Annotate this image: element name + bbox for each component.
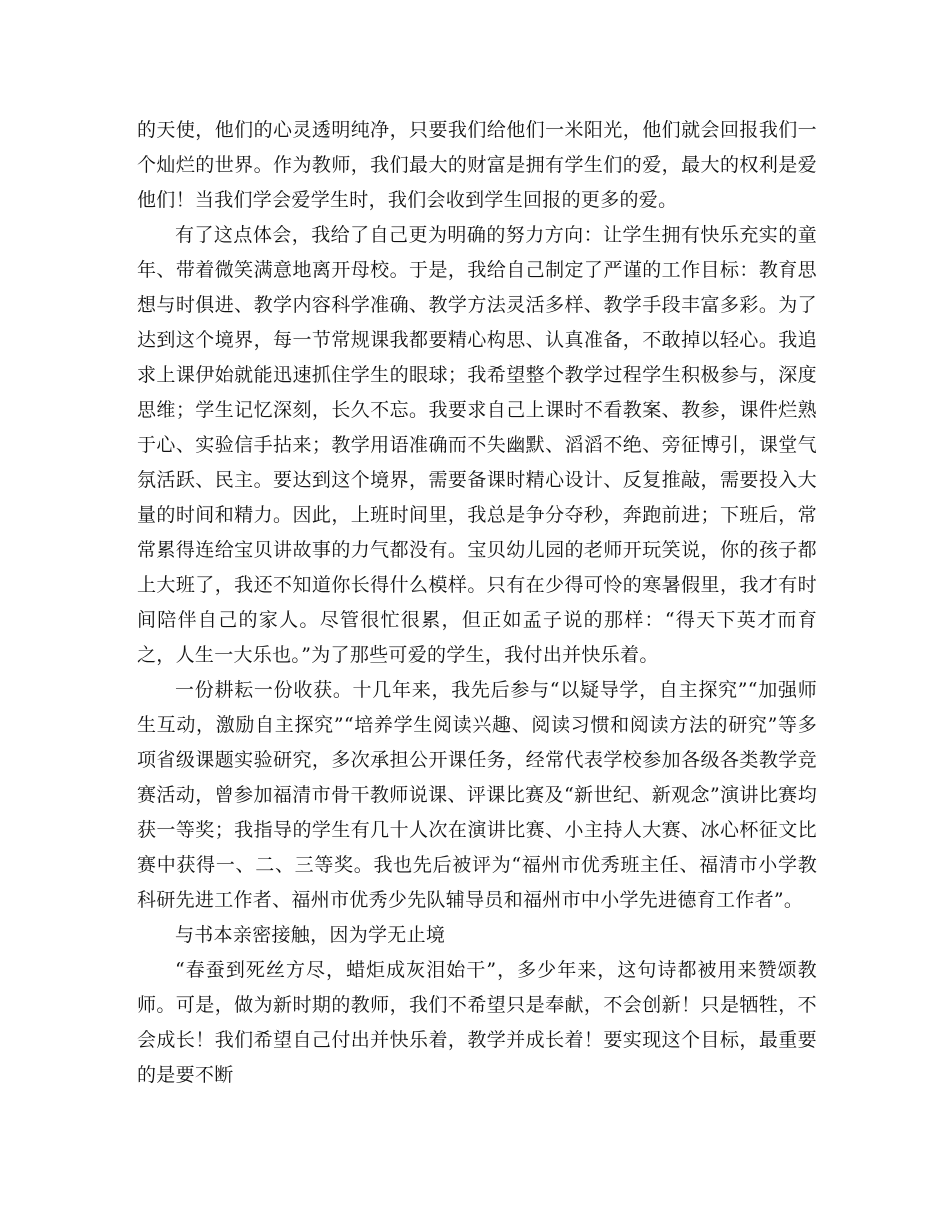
paragraph-1: 的天使，他们的心灵透明纯净，只要我们给他们一米阳光，他们就会回报我们一个灿烂的世界。作为教师，我们最大的财富是拥有学生们的爱，最大的权利是爱他们！当我们学会爱学生时，我们会收到学生回报的更多的爱。 [137, 119, 817, 211]
paragraph-2: 有了这点体会，我给了自己更为明确的努力方向：让学生拥有快乐充实的童年、带着微笑满意地离开母校。于是，我给自己制定了严谨的工作目标：教育思想与时俱进、教学内容科学准确、教学方法灵活多样、教学手段丰富多彩。为了达到这个境界，每一节常规课我都要精心构思、认真准备，不敢掉以轻心。我追求上课伊始就能迅速抓住学生的眼球；我希望整个教学过程学生积极参与，深度思维；学生记忆深刻，长久不忘。我要求自己上课时不看教案、教参，课件烂熟于心、实验信手拈来；教学用语准确而不失幽默、滔滔不绝、旁征博引，课堂气氛活跃、民主。要达到这个境界，需要备课时精心设计、反复推敲，需要投入大量的时间和精力。因此，上班时间里，我总是争分夺秒，奔跑前进；下班后，常常累得连给宝贝讲故事的力气都没有。宝贝幼儿园的老师开玩笑说，你的孩子都上大班了，我还不知道你长得什么模样。只有在少得可怜的寒暑假里，我才有时间陪伴自己的家人。尽管很忙很累，但正如孟子说的那样：“得天下英才而育之，人生一大乐也。”为了那些可爱的学生，我付出并快乐着。 [137, 224, 817, 666]
paragraph-5: “春蚕到死丝方尽，蜡炬成灰泪始干”，多少年来，这句诗都被用来赞颂教师。可是，做为新时期的教师，我们不希望只是奉献，不会创新！只是牺牲，不会成长！我们希望自己付出并快乐着，教学并成长着！要实现这个目标，最重要的是要不断 [137, 959, 817, 1086]
document-body [137, 113, 817, 1093]
paragraph-3: 一份耕耘一份收获。十几年来，我先后参与“以疑导学，自主探究”“加强师生互动，激励自主探究”“培养学生阅读兴趣、阅读习惯和阅读方法的研究”等多项省级课题实验研究，多次承担公开课任务，经常代表学校参加各级各类教学竞赛活动，曾参加福清市骨干教师说课、评课比赛及“新世纪、新观念”演讲比赛均获一等奖；我指导的学生有几十人次在演讲比赛、小主持人大赛、冰心杯征文比赛中获得一、二、三等奖。我也先后被评为“福州市优秀班主任、福清市小学教科研先进工作者、福州市优秀少先队辅导员和福州市中小学先进德育工作者”。 [137, 679, 817, 911]
section-heading: 与书本亲密接触，因为学无止境 [175, 924, 446, 946]
